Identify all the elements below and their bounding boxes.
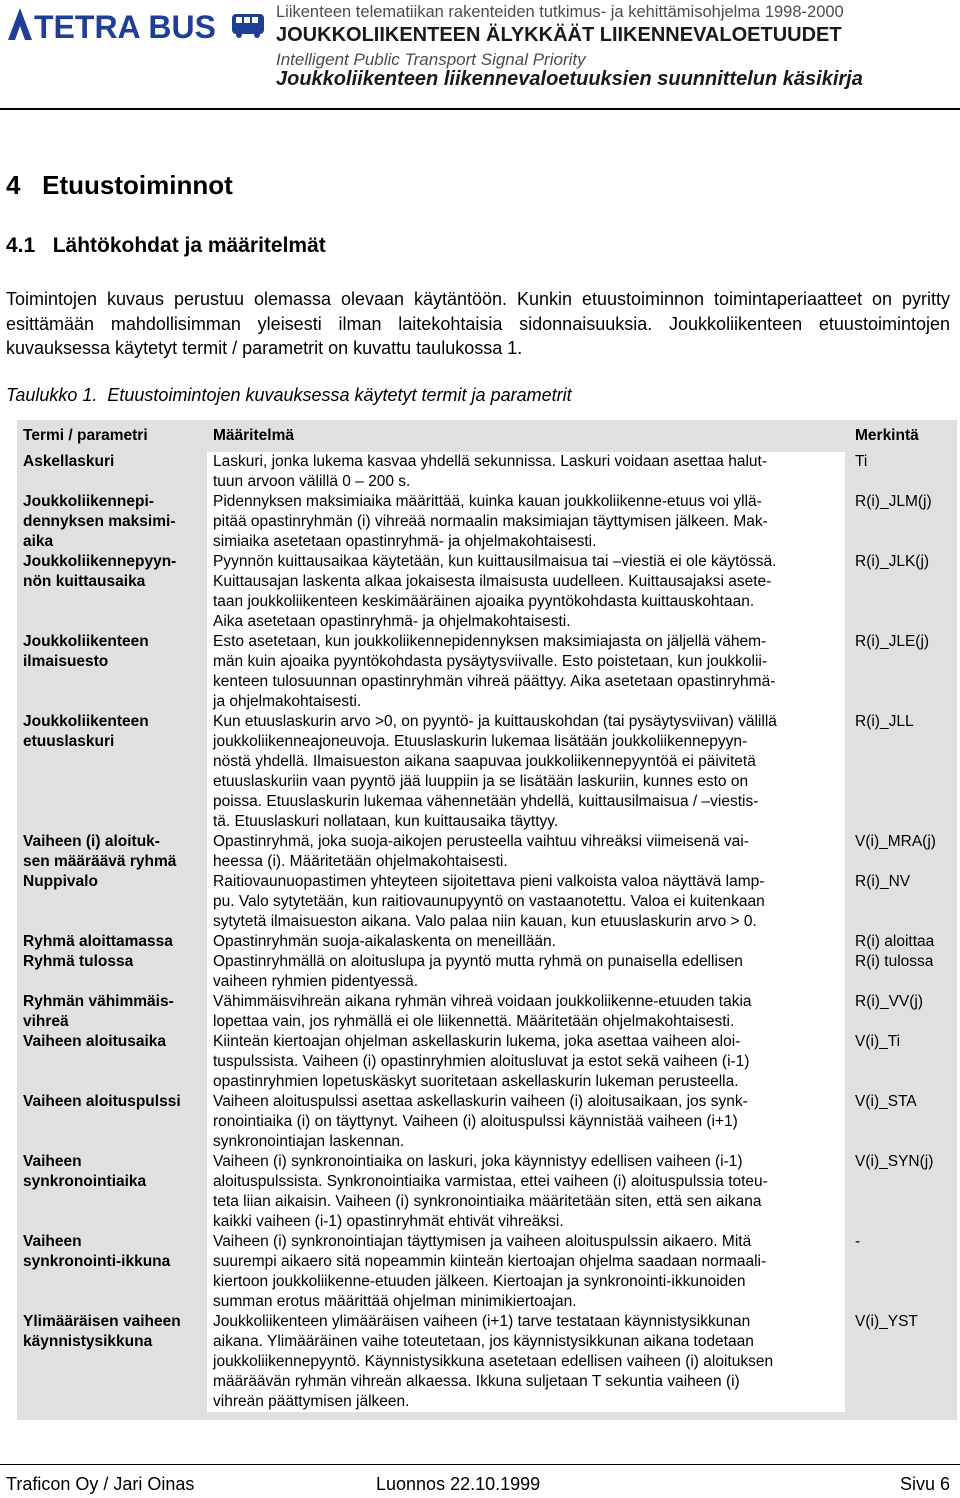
term-line: Ryhmä tulossa [23, 953, 134, 970]
table-row [17, 1232, 957, 1312]
definition-line: pu. Valo sytytetään, kun raitiovaunupyyntö on vastaanotettu. Valoa ei kuitenkaan [213, 893, 765, 910]
definition-line: Vähimmäisvihreän aikana ryhmän vihreä voidaan joukkoliikenne-etuuden takia [213, 993, 752, 1010]
intro-paragraph: Toimintojen kuvaus perustuu olemassa olevaan käytäntöön. Kunkin etuustoiminnon toimintaperiaatteet on pyritty esittämään mahdollisimman yleisesti ilman laitekohtaisia sidonnaisuuksia. Joukkoliikenteen etuustoimintojen kuvauksessa käytetyt termit / parametrit on kuvattu taulukossa 1. [6, 289, 950, 358]
table-caption: Taulukko 1. Etuustoimintojen kuvauksessa käytetyt termit ja parametrit [6, 385, 572, 405]
definition-line: Pyynnön kuittausaikaa käytetään, kun kuittausilmaisua tai –viestiä ei ole käytössä. [213, 553, 777, 570]
mark-cell: V(i)_YST [855, 1313, 918, 1330]
term-line: Ylimääräisen vaiheen [23, 1313, 181, 1330]
term-cell [23, 712, 209, 752]
table-row [17, 1152, 957, 1232]
header-english-title: Intelligent Public Transport Signal Priority [276, 50, 586, 69]
definition-line: Joukkoliikenteen ylimääräisen vaiheen (i+1) tarve testataan käynnistysikkunan [213, 1313, 751, 1330]
definition-line: sytytetä ilmaisueston aikana. Valo palaa niin kauan, kun etuuslaskurin arvo > 0. [213, 913, 757, 930]
definition-line: tuun arvoon välillä 0 – 200 s. [213, 473, 411, 490]
definition-line: summan erotus määrittää ohjelman minimikiertoajan. [213, 1293, 577, 1310]
definition-line: Kiinteän kiertoajan ohjelman askellaskurin lukema, joka asettaa vaiheen aloi- [213, 1033, 741, 1050]
term-line: käynnistysikkuna [23, 1333, 153, 1350]
term-line: Nuppivalo [23, 873, 98, 890]
term-line: Vaiheen aloituspulssi [23, 1093, 181, 1110]
definition-cell [207, 832, 845, 872]
definition-line: lopettaa vain, jos ryhmällä ei ole liikennettä. Määritetään ohjelmakohtaisesti. [213, 1013, 735, 1030]
definition-line: Kuittausajan laskenta alkaa jokaisesta ilmaisusta uudelleen. Kuittausajaksi asete- [213, 573, 772, 590]
definition-line: taan joukkoliikenteen keskimääräinen ajoaika pyyntökohdasta kuittauskohtaan. [213, 593, 755, 610]
mark-cell: R(i)_JLL [855, 713, 914, 730]
term-cell [23, 1312, 209, 1352]
term-line: Joukkoliikennepyyn- [23, 553, 177, 570]
term-cell [23, 992, 209, 1032]
mark-cell: R(i)_VV(j) [855, 993, 924, 1010]
definition-line: kenteen tulosuunnan opastinryhmän vihreä päättyy. Aika asetetaan opastinryhmä- [213, 673, 776, 690]
definition-cell [207, 932, 845, 952]
mark-cell: V(i)_SYN(j) [855, 1153, 934, 1170]
term-cell [23, 632, 209, 672]
definition-line: Opastinryhmällä on aloituslupa ja pyyntö mutta ryhmä on punaisella edellisen [213, 953, 743, 970]
term-cell [23, 552, 209, 592]
term-cell [23, 1152, 209, 1192]
term-line: Vaiheen [23, 1233, 82, 1250]
mark-cell: V(i)_Ti [855, 1033, 901, 1050]
definition-line: män kuin ajoaika pyyntökohdasta pysäytysviivalle. Esto poistetaan, kun joukkolii- [213, 653, 767, 670]
definition-line: opastinryhmien lopetuskäskyt suoritetaan askellaskurin lukeman perusteella. [213, 1073, 739, 1090]
logo-wordmark: TETRA BUS [34, 9, 216, 44]
definition-line: simiaika asetetaan opastinryhmä- ja ohjelmakohtaisesti. [213, 533, 597, 550]
header-divider [0, 108, 960, 110]
table-row [17, 712, 957, 832]
definition-line: kiertoon joukkoliikenne-etuuden jälkeen. Kiertoajan ja synkronointi-ikkunoiden [213, 1273, 746, 1290]
definition-line: Raitiovaunuopastimen yhteyteen sijoitettava pieni valkoista valoa näyttävä lamp- [213, 873, 765, 890]
table-row [17, 492, 957, 552]
definition-line: Laskuri, jonka lukema kasvaa yhdellä sekunnissa. Laskuri voidaan asettaa halut- [213, 453, 768, 470]
definition-line: joukkoliikenneajoneuvoja. Etuuslaskurin lukemaa lisätään joukkoliikennepyyn- [213, 733, 748, 750]
term-cell [23, 1232, 209, 1272]
footer-draft-date: Luonnos 22.10.1999 [376, 1474, 541, 1494]
definition-line: Opastinryhmä, joka suoja-aikojen perusteella vaihtuu vihreäksi viimeisenä vai- [213, 833, 749, 850]
term-line: Joukkoliikenteen [23, 633, 149, 650]
definition-line: Pidennyksen maksimiaika määrittää, kuinka kauan joukkoliikenne-etuus voi yllä- [213, 493, 762, 510]
definition-line: nöstä yhdellä. Ilmaisueston aikana saapuvaa joukkoliikennepyyntöä ei päivitetä [213, 753, 756, 770]
term-line: ilmaisuesto [23, 653, 109, 670]
tetra-bus-logo [6, 4, 268, 44]
document-header [0, 0, 960, 110]
table-row [17, 452, 957, 492]
term-line: Joukkoliikenteen [23, 713, 149, 730]
mark-cell: R(i)_JLE(j) [855, 633, 930, 650]
definition-line: heessa (i). Määritetään ohjelmakohtaisesti. [213, 853, 508, 870]
definition-line: tuspulssista. Vaiheen (i) opastinryhmien aloitusluvat ja estot sekä vaiheen (i-1) [213, 1053, 750, 1070]
definition-line: Vaiheen (i) synkronointiajan täyttymisen ja vaiheen aloituspulssin aikaero. Mitä [213, 1233, 752, 1250]
table-row [17, 932, 957, 952]
mark-cell: R(i) aloittaa [855, 933, 935, 950]
mark-cell: R(i)_JLK(j) [855, 553, 930, 570]
definition-line: teta liian aikaisin. Vaiheen (i) synkronointiaika määritetään siten, että sen aikana [213, 1193, 762, 1210]
term-line: Vaiheen [23, 1153, 82, 1170]
definition-cell [207, 1152, 845, 1232]
definition-line: aloituspulssista. Synkronointiaika varmistaa, ettei vaiheen (i) aloituspulssia toteu- [213, 1173, 768, 1190]
header-mark: Merkintä [855, 427, 919, 444]
definition-line: vaiheen ryhmien pidentyessä. [213, 973, 419, 990]
definition-line: ronointiaika (i) on täyttynyt. Vaiheen (i) aloituspulssi käynnistää vaiheen (i+1) [213, 1113, 738, 1130]
mark-cell: R(i)_JLM(j) [855, 493, 932, 510]
mark-cell: V(i)_STA [855, 1093, 917, 1110]
term-line: etuuslaskuri [23, 733, 115, 750]
definition-line: etuuslaskuriin vaan pyyntö jää luuppiin ja se lisätään laskuriin, kunnes esto on [213, 773, 749, 790]
definition-line: suurempi aikaero sitä nopeammin kiinteän kiertoajan ohjelma saadaan normaali- [213, 1253, 767, 1270]
header-definition: Määritelmä [213, 427, 294, 444]
definition-line: joukkoliikennepyyntö. Käynnistysikkuna asetetaan edellisen vaiheen (i) aloituksen [213, 1353, 774, 1370]
term-line: Joukkoliikennepi- [23, 493, 154, 510]
section-title: 4.1 Lähtökohdat ja määritelmät [6, 234, 326, 257]
term-line: Ryhmä aloittamassa [23, 933, 173, 950]
term-line: nön kuittausaika [23, 573, 146, 590]
definition-line: Kun etuuslaskurin arvo >0, on pyyntö- ja kuittauskohdan (tai pysäytysviivan) välillä [213, 713, 777, 730]
table-row [17, 1312, 957, 1412]
definition-line: kaikki vaiheen (i-1) opastinryhmät ehtivät vihreäksi. [213, 1213, 564, 1230]
definition-line: määräävän ryhmän vihreän alkaessa. Ikkuna suljetaan T sekuntia vaiheen (i) [213, 1373, 740, 1390]
term-line: aika [23, 533, 54, 550]
term-cell [23, 492, 209, 552]
definition-line: poissa. Etuuslaskurin lukemaa vähennetään yhdellä, kuittausilmaisua / –viestis- [213, 793, 759, 810]
footer-divider [0, 1464, 960, 1465]
table-row [17, 1032, 957, 1092]
term-line: synkronointi-ikkuna [23, 1253, 171, 1270]
definition-cell [207, 632, 845, 712]
term-line: vihreä [23, 1013, 69, 1030]
term-line: sen määräävä ryhmä [23, 853, 177, 870]
definition-cell [207, 872, 845, 932]
mark-cell: R(i)_NV [855, 873, 911, 890]
term-line: Vaiheen (i) aloituk- [23, 833, 160, 850]
table-row [17, 872, 957, 932]
chapter-title: 4 Etuustoiminnot [6, 170, 233, 200]
mark-cell: - [855, 1233, 861, 1250]
footer-page-number: Sivu 6 [899, 1474, 950, 1494]
definition-cell [207, 452, 845, 492]
term-cell [23, 932, 209, 952]
term-cell [23, 1032, 209, 1052]
mark-cell: R(i) tulossa [855, 953, 934, 970]
table-row [17, 992, 957, 1032]
mark-cell: V(i)_MRA(j) [855, 833, 936, 850]
definition-cell [207, 552, 845, 632]
header-handbook-title: Joukkoliikenteen liikennevaloetuuksien suunnittelun käsikirja [276, 68, 863, 90]
definition-line: Aika asetetaan opastinryhmä- ja ohjelmakohtaisesti. [213, 613, 571, 630]
footer-author: Traficon Oy / Jari Oinas [6, 1474, 195, 1494]
table-row [17, 832, 957, 872]
term-line: synkronointiaika [23, 1173, 147, 1190]
term-cell [23, 952, 209, 972]
definition-cell [207, 492, 845, 552]
table-row [17, 552, 957, 632]
definition-line: ja ohjelmakohtaisesti. [213, 693, 362, 710]
term-line: dennyksen maksimi- [23, 513, 176, 530]
term-line: Askellaskuri [23, 453, 115, 470]
term-cell [23, 872, 209, 892]
definition-line: synkronointiajan laskennan. [213, 1133, 405, 1150]
term-cell [23, 1092, 209, 1112]
mark-cell: Ti [855, 453, 868, 470]
definition-cell [207, 992, 845, 1032]
definition-line: Opastinryhmän suoja-aikalaskenta on meneillään. [213, 933, 556, 950]
term-line: Ryhmän vähimmäis- [23, 993, 174, 1010]
term-cell [23, 832, 209, 872]
definition-line: Esto asetetaan, kun joukkoliikennepidennyksen maksimiajasta on jäljellä vähem- [213, 633, 767, 650]
definition-line: Vaiheen (i) synkronointiaika on laskuri, joka käynnistyy edellisen vaiheen (i-1) [213, 1153, 743, 1170]
term-line: Vaiheen aloitusaika [23, 1033, 167, 1050]
table-row [17, 952, 957, 992]
definition-line: Vaiheen aloituspulssi asettaa askellaskurin vaiheen (i) aloitusaikaan, jos synk- [213, 1093, 748, 1110]
definition-cell [207, 952, 845, 992]
header-program-line: Liikenteen telematiikan rakenteiden tutkimus- ja kehittämisohjelma 1998-2000 [276, 3, 844, 21]
definition-line: aikana. Ylimääräinen vaihe toteutetaan, jos käynnistysikkunan aikana todetaan [213, 1333, 754, 1350]
header-project-title: JOUKKOLIIKENTEEN ÄLYKKÄÄT LIIKENNEVALOETUUDET [276, 24, 842, 46]
definition-cell [207, 1032, 845, 1092]
header-term: Termi / parametri [23, 427, 148, 444]
definition-line: vihreän päättymisen jälkeen. [213, 1393, 410, 1410]
table-row [17, 1092, 957, 1152]
definition-cell [207, 1312, 845, 1412]
terms-table [17, 420, 957, 1420]
table-row [17, 632, 957, 712]
definition-cell [207, 712, 845, 832]
term-cell [23, 452, 209, 472]
definition-cell [207, 1092, 845, 1152]
definition-line: pitää opastinryhmän (i) vihreää normaalin maksimiajan täyttymisen jälkeen. Mak- [213, 513, 768, 530]
definition-cell [207, 1232, 845, 1312]
table-header-row [17, 420, 957, 450]
definition-line: tä. Etuuslaskuri nollataan, kun kuittausaika täyttyy. [213, 813, 559, 830]
